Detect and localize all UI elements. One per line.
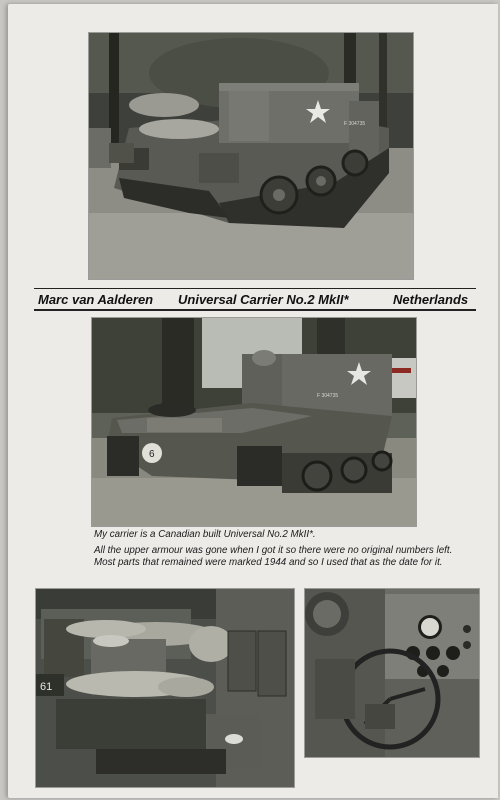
caption-origin: My carrier is a Canadian built Universal No.2 MkII*.	[94, 529, 316, 540]
vehicle-model: Universal Carrier No.2 MkII*	[178, 292, 349, 307]
carrier-rear-three-quarter-photo	[88, 32, 414, 280]
registration-number-1: F 304735	[344, 121, 366, 127]
carrier-front-photo	[91, 317, 417, 527]
country: Netherlands	[393, 292, 469, 307]
registration-number-2: F 304735	[317, 393, 339, 399]
book-page	[8, 4, 498, 798]
header-rule-top	[34, 288, 476, 289]
caption-history: All the upper armour was gone when I got it so there were no original numbers left. Most parts that remained were marked 1944 and so I used that as the date for it.	[94, 545, 453, 568]
carrier-rear-stowage-photo	[35, 588, 295, 788]
driver-instrument-panel-photo	[304, 588, 480, 758]
front-disc-number: 6	[149, 449, 155, 460]
rear-plate-number: 61	[40, 681, 53, 693]
owner-name: Marc van Aalderen	[38, 292, 154, 307]
header-rule-bottom	[34, 309, 476, 311]
